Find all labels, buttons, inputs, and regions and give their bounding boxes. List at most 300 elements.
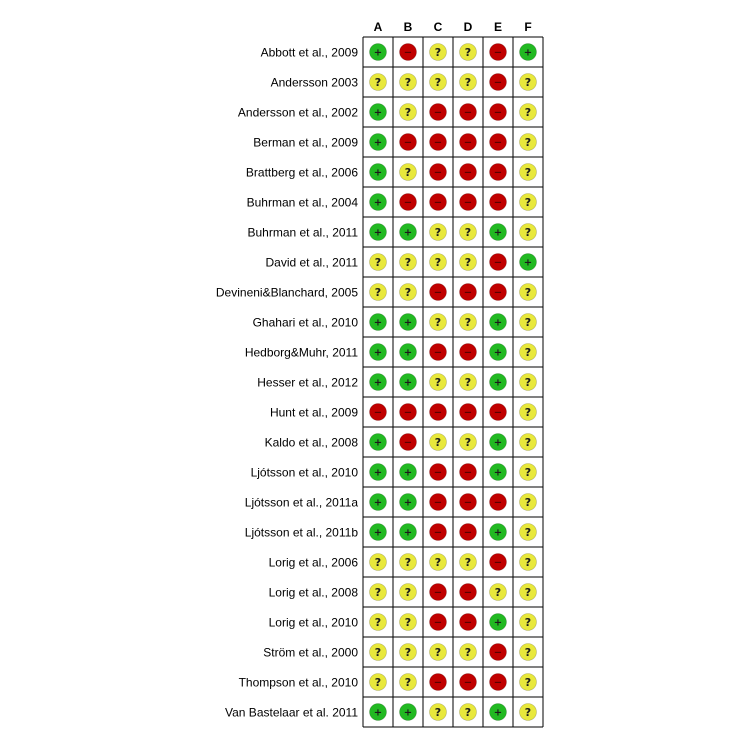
rating-high [400, 194, 417, 211]
rating-high [490, 44, 507, 61]
rating-unclear [430, 374, 447, 391]
rating-high [490, 134, 507, 151]
rating-unclear [430, 254, 447, 271]
rating-unclear [520, 134, 537, 151]
rating-unclear [400, 644, 417, 661]
rating-symbol: ? [524, 556, 532, 569]
rating-unclear [400, 584, 417, 601]
rating-symbol: ? [374, 676, 382, 689]
rating-unclear [520, 434, 537, 451]
rating-unclear [400, 554, 417, 571]
rating-symbol: ? [374, 286, 382, 299]
study-label: David et al., 2011 [265, 255, 358, 270]
rating-symbol: − [463, 407, 473, 419]
rating-unclear [520, 314, 537, 331]
rating-unclear [430, 704, 447, 721]
rating-high [460, 404, 477, 421]
rating-symbol: − [403, 137, 413, 149]
rating-low [490, 524, 507, 541]
rating-symbol: ? [464, 556, 472, 569]
rating-symbol: ? [524, 496, 532, 509]
rating-low [370, 524, 387, 541]
rating-symbol: ? [464, 646, 472, 659]
rating-unclear [520, 194, 537, 211]
rating-symbol: ? [404, 166, 412, 179]
rating-symbol: ? [524, 316, 532, 329]
study-label: Ljótsson et al., 2011b [244, 525, 358, 540]
rating-symbol: − [433, 467, 443, 479]
rating-high [490, 74, 507, 91]
rating-symbol: ? [434, 46, 442, 59]
rating-symbol: + [373, 47, 383, 59]
rating-low [490, 434, 507, 451]
rating-low [370, 44, 387, 61]
rating-low [490, 224, 507, 241]
rating-symbol: + [373, 107, 383, 119]
study-label: Andersson 2003 [270, 75, 358, 90]
rating-unclear [370, 584, 387, 601]
rating-symbol: ? [524, 526, 532, 539]
rating-high [460, 194, 477, 211]
rating-high [460, 284, 477, 301]
rating-high [430, 194, 447, 211]
rating-high [370, 404, 387, 421]
rating-symbol: ? [434, 226, 442, 239]
rating-unclear [370, 284, 387, 301]
rating-low [490, 464, 507, 481]
rating-unclear [520, 344, 537, 361]
rating-symbol: + [373, 167, 383, 179]
rating-symbol: − [463, 677, 473, 689]
rating-symbol: ? [404, 676, 412, 689]
rating-symbol: ? [404, 286, 412, 299]
rating-symbol: ? [524, 406, 532, 419]
rating-high [430, 674, 447, 691]
rating-high [430, 134, 447, 151]
rating-symbol: ? [404, 616, 412, 629]
rating-unclear [520, 614, 537, 631]
rating-symbol: − [433, 407, 443, 419]
rating-grid [363, 37, 543, 727]
rating-unclear [460, 314, 477, 331]
study-label: Hunt et al., 2009 [269, 405, 358, 420]
rating-symbol: + [523, 47, 533, 59]
rating-symbol: ? [434, 436, 442, 449]
rating-unclear [400, 284, 417, 301]
rating-high [430, 614, 447, 631]
rating-symbol: ? [434, 316, 442, 329]
rating-unclear [460, 44, 477, 61]
rating-high [430, 464, 447, 481]
rating-symbol: − [493, 677, 503, 689]
rating-symbol: − [463, 587, 473, 599]
column-header: C [433, 20, 443, 34]
rating-symbol: − [463, 347, 473, 359]
rating-symbol: ? [374, 646, 382, 659]
rating-unclear [520, 374, 537, 391]
rating-symbol: ? [464, 706, 472, 719]
column-header: B [403, 20, 413, 34]
rating-symbol: − [493, 107, 503, 119]
rating-symbol: − [373, 407, 383, 419]
rating-symbol: ? [434, 556, 442, 569]
rating-symbol: ? [524, 136, 532, 149]
rating-high [430, 284, 447, 301]
rating-high [430, 104, 447, 121]
rating-symbol: ? [524, 346, 532, 359]
rating-symbol: + [373, 137, 383, 149]
rating-symbol: + [373, 377, 383, 389]
rating-unclear [460, 704, 477, 721]
column-header: D [463, 20, 473, 34]
rating-symbol: ? [464, 46, 472, 59]
rating-symbol: + [403, 317, 413, 329]
rating-symbol: ? [404, 106, 412, 119]
rating-high [490, 164, 507, 181]
study-label: Lorig et al., 2008 [268, 585, 358, 600]
rating-unclear [520, 74, 537, 91]
rating-symbol: − [403, 197, 413, 209]
rating-unclear [520, 644, 537, 661]
study-label: Abbott et al., 2009 [260, 45, 358, 60]
rating-unclear [520, 464, 537, 481]
rating-high [460, 494, 477, 511]
rating-symbol: − [493, 287, 503, 299]
rating-unclear [430, 314, 447, 331]
study-label: Kaldo et al., 2008 [264, 435, 358, 450]
rating-symbol: + [373, 197, 383, 209]
rating-unclear [520, 554, 537, 571]
rating-unclear [400, 674, 417, 691]
rating-low [520, 254, 537, 271]
rating-symbol: + [403, 467, 413, 479]
rating-low [370, 464, 387, 481]
rating-symbol: ? [524, 166, 532, 179]
rating-low [370, 134, 387, 151]
rating-symbol: + [493, 437, 503, 449]
study-label: Brattberg et al., 2006 [245, 165, 358, 180]
rating-symbol: ? [404, 556, 412, 569]
rating-symbol: ? [494, 586, 502, 599]
rating-symbol: + [403, 527, 413, 539]
rating-low [370, 104, 387, 121]
rating-symbol: − [493, 257, 503, 269]
rating-low [370, 164, 387, 181]
rating-low [490, 374, 507, 391]
rating-symbol: ? [524, 436, 532, 449]
rating-unclear [520, 104, 537, 121]
rating-symbol: + [493, 527, 503, 539]
rating-high [460, 524, 477, 541]
rating-high [460, 134, 477, 151]
rating-unclear [490, 584, 507, 601]
rating-symbol: ? [434, 256, 442, 269]
rating-high [490, 674, 507, 691]
rating-symbol: ? [404, 76, 412, 89]
study-label: Devineni&Blanchard, 2005 [215, 285, 358, 300]
rating-symbol: − [463, 167, 473, 179]
rating-symbol: + [403, 707, 413, 719]
rating-unclear [430, 44, 447, 61]
rating-symbol: − [463, 137, 473, 149]
rating-symbol: + [493, 707, 503, 719]
rating-symbol: + [493, 467, 503, 479]
rating-high [460, 584, 477, 601]
rating-high [490, 554, 507, 571]
rating-high [460, 104, 477, 121]
rating-high [460, 164, 477, 181]
rating-symbol: + [373, 707, 383, 719]
rating-symbol: − [403, 437, 413, 449]
rating-symbol: ? [434, 376, 442, 389]
rating-symbol: + [403, 377, 413, 389]
rating-symbol: ? [404, 646, 412, 659]
rating-unclear [520, 164, 537, 181]
rating-unclear [520, 674, 537, 691]
rating-high [400, 44, 417, 61]
rating-symbol: − [463, 107, 473, 119]
rating-unclear [400, 254, 417, 271]
rating-symbol: − [493, 47, 503, 59]
rating-high [490, 194, 507, 211]
study-label: Ghahari et al., 2010 [252, 315, 358, 330]
rating-high [460, 344, 477, 361]
rating-symbol: − [433, 167, 443, 179]
rating-high [400, 434, 417, 451]
rating-symbol: + [403, 227, 413, 239]
rating-low [370, 704, 387, 721]
rating-symbol: − [433, 347, 443, 359]
column-header: F [524, 20, 532, 34]
rating-unclear [460, 254, 477, 271]
rating-symbol: ? [524, 676, 532, 689]
rating-low [400, 314, 417, 331]
rating-symbol: + [373, 227, 383, 239]
rating-symbol: − [433, 617, 443, 629]
rating-low [400, 374, 417, 391]
rating-unclear [460, 644, 477, 661]
rating-symbol: + [403, 497, 413, 509]
study-label: Lorig et al., 2006 [268, 555, 358, 570]
rating-symbol: + [373, 347, 383, 359]
rating-symbol: − [493, 137, 503, 149]
rating-symbol: ? [464, 376, 472, 389]
rating-low [370, 344, 387, 361]
rating-unclear [400, 614, 417, 631]
rating-symbol: − [433, 287, 443, 299]
rating-symbol: − [433, 107, 443, 119]
rating-symbol: − [493, 77, 503, 89]
row-labels [216, 46, 358, 720]
rating-symbol: ? [524, 76, 532, 89]
rating-unclear [520, 494, 537, 511]
rating-symbol: ? [524, 466, 532, 479]
rating-symbol: − [493, 407, 503, 419]
rating-symbol: − [493, 167, 503, 179]
rating-low [370, 434, 387, 451]
rating-symbol: ? [524, 196, 532, 209]
rating-unclear [520, 524, 537, 541]
rating-unclear [370, 674, 387, 691]
study-label: Lorig et al., 2010 [268, 615, 358, 630]
rating-low [370, 194, 387, 211]
rating-low [400, 224, 417, 241]
rating-low [520, 44, 537, 61]
rating-symbol: ? [434, 646, 442, 659]
rating-low [400, 464, 417, 481]
rating-symbol: − [433, 497, 443, 509]
rating-unclear [430, 644, 447, 661]
rating-unclear [370, 254, 387, 271]
rating-symbol: ? [524, 706, 532, 719]
study-label: Buhrman et al., 2004 [246, 195, 358, 210]
rating-symbol: − [433, 677, 443, 689]
rating-unclear [370, 74, 387, 91]
rating-unclear [400, 164, 417, 181]
rating-symbol: − [403, 47, 413, 59]
rating-unclear [430, 74, 447, 91]
rating-symbol: ? [524, 376, 532, 389]
rating-symbol: − [403, 407, 413, 419]
rating-symbol: + [373, 467, 383, 479]
rating-symbol: ? [524, 106, 532, 119]
rating-low [370, 494, 387, 511]
rating-unclear [400, 104, 417, 121]
rating-symbol: + [373, 437, 383, 449]
rating-symbol: − [493, 647, 503, 659]
rating-symbol: ? [524, 616, 532, 629]
rating-high [400, 134, 417, 151]
rating-symbol: − [493, 557, 503, 569]
rating-symbol: − [463, 197, 473, 209]
rating-unclear [430, 554, 447, 571]
rating-low [490, 614, 507, 631]
study-label: Hedborg&Muhr, 2011 [244, 345, 358, 360]
rating-symbol: − [433, 527, 443, 539]
rating-symbol: − [463, 497, 473, 509]
rating-symbol: ? [464, 76, 472, 89]
rating-symbol: ? [404, 586, 412, 599]
rating-unclear [370, 644, 387, 661]
rating-symbol: ? [524, 646, 532, 659]
rating-unclear [370, 614, 387, 631]
rating-symbol: ? [464, 256, 472, 269]
rating-low [490, 704, 507, 721]
rating-unclear [460, 554, 477, 571]
rating-unclear [460, 434, 477, 451]
rating-symbol: ? [524, 286, 532, 299]
rating-unclear [520, 284, 537, 301]
study-label: Ljótsson et al., 2010 [250, 465, 358, 480]
rating-symbol: ? [464, 316, 472, 329]
rating-unclear [430, 434, 447, 451]
rating-low [400, 524, 417, 541]
rating-unclear [460, 374, 477, 391]
column-header: E [493, 20, 503, 34]
rating-symbol: ? [464, 436, 472, 449]
rating-high [430, 494, 447, 511]
rating-low [370, 314, 387, 331]
rating-symbol: − [433, 587, 443, 599]
rating-symbol: + [373, 317, 383, 329]
rating-symbol: ? [374, 76, 382, 89]
rating-low [490, 344, 507, 361]
rating-low [370, 224, 387, 241]
rating-symbol: ? [374, 586, 382, 599]
rating-low [400, 494, 417, 511]
rating-unclear [400, 74, 417, 91]
rating-high [490, 644, 507, 661]
rating-low [490, 314, 507, 331]
rating-high [430, 164, 447, 181]
rating-low [400, 704, 417, 721]
rating-unclear [460, 224, 477, 241]
rating-unclear [520, 224, 537, 241]
rating-symbol: − [433, 137, 443, 149]
rating-symbol: − [433, 197, 443, 209]
rating-high [490, 284, 507, 301]
rating-symbol: + [373, 527, 383, 539]
rating-high [490, 494, 507, 511]
rating-symbol: ? [404, 256, 412, 269]
rating-symbol: ? [524, 586, 532, 599]
rating-high [490, 104, 507, 121]
rating-symbol: + [403, 347, 413, 359]
study-label: Andersson et al., 2002 [237, 105, 358, 120]
rating-unclear [520, 584, 537, 601]
rating-unclear [430, 224, 447, 241]
rating-high [430, 404, 447, 421]
study-label: Berman et al., 2009 [253, 135, 358, 150]
study-label: Ström et al., 2000 [263, 645, 358, 660]
rating-symbol: + [493, 617, 503, 629]
rating-symbol: + [493, 347, 503, 359]
column-headers [374, 20, 532, 34]
rating-high [460, 464, 477, 481]
rating-symbol: + [373, 497, 383, 509]
study-label: Van Bastelaar et al. 2011 [225, 705, 358, 720]
rating-high [400, 404, 417, 421]
rating-high [490, 254, 507, 271]
rating-symbol: ? [434, 706, 442, 719]
rating-low [400, 344, 417, 361]
rating-high [460, 674, 477, 691]
rating-symbol: ? [524, 226, 532, 239]
rating-unclear [520, 704, 537, 721]
rating-symbol: + [493, 227, 503, 239]
rating-symbol: − [493, 197, 503, 209]
rating-high [430, 584, 447, 601]
study-label: Hesser et al., 2012 [257, 375, 358, 390]
rating-symbol: − [463, 467, 473, 479]
rating-high [430, 524, 447, 541]
rating-high [430, 344, 447, 361]
rating-symbol: ? [374, 616, 382, 629]
rating-unclear [460, 74, 477, 91]
rating-symbol: + [523, 257, 533, 269]
rating-unclear [370, 554, 387, 571]
rating-symbol: ? [434, 76, 442, 89]
rating-symbol: + [493, 317, 503, 329]
rating-high [460, 614, 477, 631]
study-label: Thompson et al., 2010 [238, 675, 358, 690]
rating-symbol: − [463, 527, 473, 539]
rating-symbol: ? [374, 256, 382, 269]
rating-low [370, 374, 387, 391]
column-header: A [373, 20, 383, 34]
study-label: Buhrman et al., 2011 [247, 225, 358, 240]
rating-symbol: − [463, 287, 473, 299]
